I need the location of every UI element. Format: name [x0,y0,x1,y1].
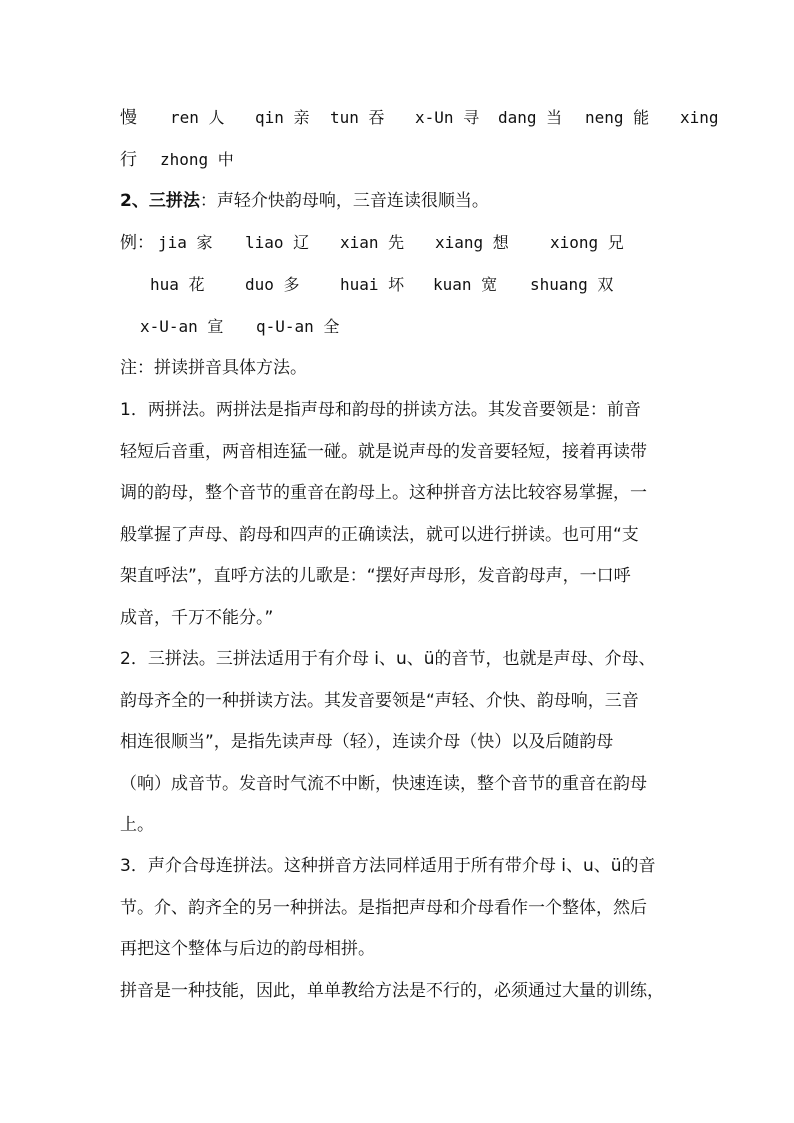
para2-line-2: 韵母齐全的一种拼读方法。其发音要领是“声轻、介快、韵母响，三音 [120,690,639,711]
example-label: 例： [120,233,154,253]
example-kuan: kuan 宽 [433,275,498,294]
example-jia: jia 家 [158,233,213,252]
para1-line-2: 轻短后音重，两音相连猛一碰。就是说声母的发音要轻短，接着再读带 [120,441,647,462]
paragraph-three-spell [120,644,690,852]
word-zhong: zhong 中 [160,150,234,169]
paragraph-combined-spell [120,851,690,976]
note-heading [0,353,794,383]
section-heading-three-spell [0,186,794,216]
word-xun: x-Un 寻 [415,108,480,127]
para3-line-1: 3．声介合母连拼法。这种拼音方法同样适用于所有带介母 i、u、ü的音 [120,856,656,876]
example-quan: q-U-an 全 [256,317,340,336]
para1-line-6: 成音，千万不能分。” [120,607,274,628]
example-huai: huai 坏 [340,275,405,294]
example-row-2 [0,270,794,300]
example-xian: xian 先 [340,233,405,252]
example-xuan: x-U-an 宣 [140,317,224,336]
para1-line-5: 架直呼法”，直呼方法的儿歌是：“摆好声母形，发音韵母声，一口呼 [120,566,631,587]
heading-label: 2、三拼法 [120,191,200,211]
paragraph-two-spell [120,395,690,645]
example-shuang: shuang 双 [530,275,614,294]
para1-line-3: 调的韵母，整个音节的重音在韵母上。这种拼音方法比较容易掌握，一 [120,483,647,504]
para2-line-5: 上。 [120,815,154,836]
example-liao: liao 辽 [245,233,310,252]
example-xiang: xiang 想 [435,233,509,252]
paragraph-conclusion [120,976,690,1018]
word-tun: tun 吞 [330,108,385,127]
word-neng: neng 能 [585,108,650,127]
para2-line-3: 相连很顺当”，是指先读声母（轻），连读介母（快）以及后随韵母 [120,732,614,753]
heading-text: ：声轻介快韵母响，三音连读很顺当。 [199,191,489,211]
word-ren: ren 人 [170,108,225,127]
example-xiong: xiong 兄 [550,233,624,252]
example-row-3 [0,312,794,342]
word-man: 慢 [120,108,137,128]
pinyin-row-2 [0,145,794,175]
word-xing-char: 行 [120,150,137,170]
para2-line-4: （响）成音节。发音时气流不中断，快速连读，整个音节的重音在韵母 [120,773,647,794]
para2-line-1: 2．三拼法。三拼法适用于有介母 i、u、ü的音节，也就是声母、介母、 [120,649,656,669]
word-dang: dang 当 [498,108,563,127]
note-heading-text: 注：拼读拼音具体方法。 [120,358,307,378]
pinyin-row-1 [0,103,794,133]
word-xing: xing [680,108,719,127]
para3-line-2: 节。介、韵齐全的另一种拼法。是指把声母和介母看作一个整体，然后 [120,897,647,918]
example-row-1 [0,228,794,258]
example-hua: hua 花 [150,275,205,294]
para4-line-1: 拼音是一种技能，因此，单单教给方法是不行的，必须通过大量的训练， [120,981,664,1001]
para1-line-1: 1．两拼法。两拼法是指声母和韵母的拼读方法。其发音要领是：前音 [120,400,641,420]
word-qin: qin 亲 [255,108,310,127]
para1-line-4: 般掌握了声母、韵母和四声的正确读法，就可以进行拼读。也可用“支 [120,524,639,545]
example-duo: duo 多 [245,275,300,294]
para3-line-3: 再把这个整体与后边的韵母相拼。 [120,939,375,960]
